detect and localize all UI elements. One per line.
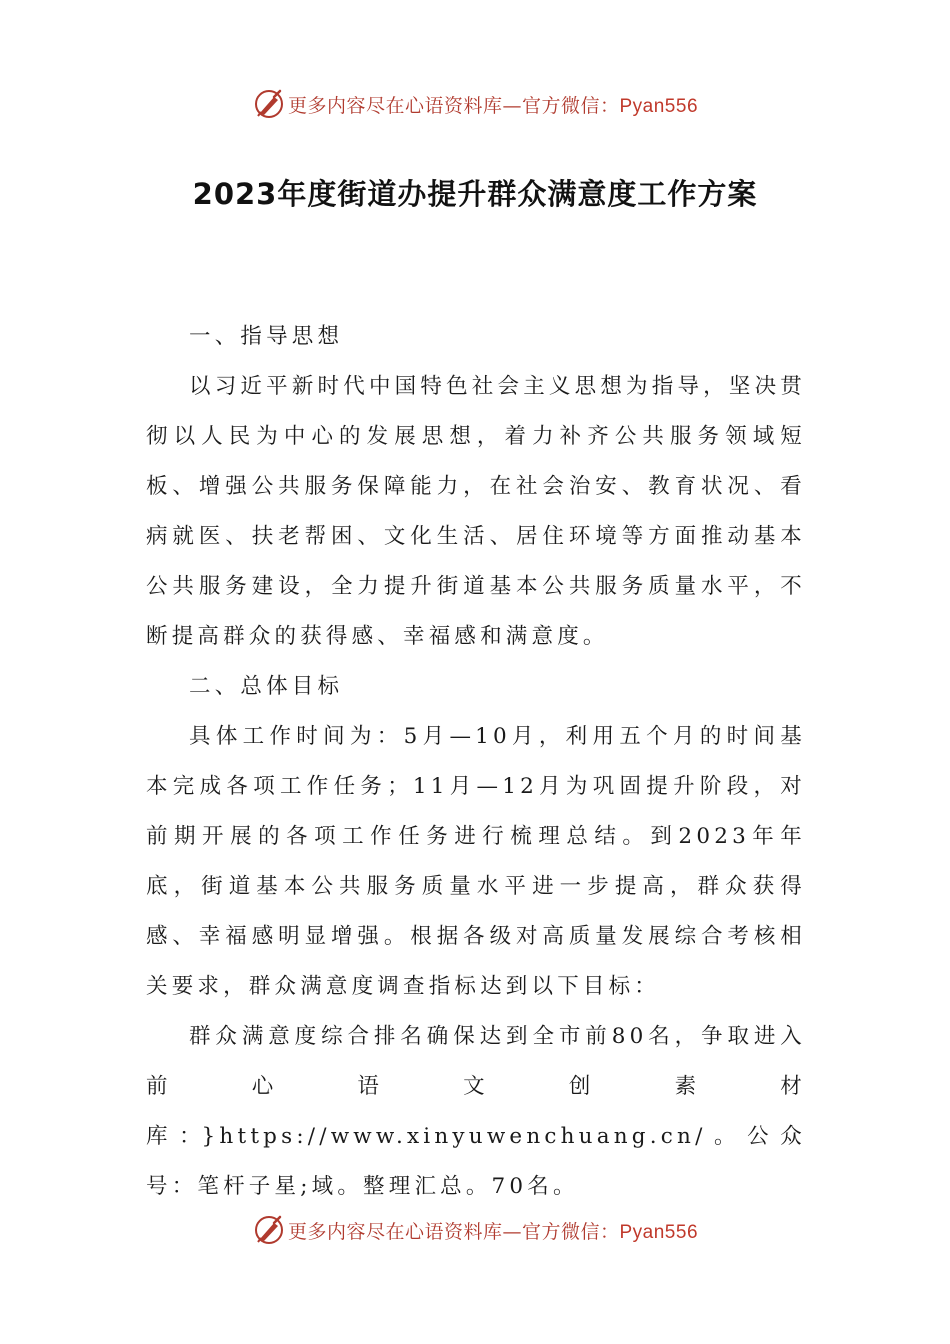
section-heading: 一、指导思想: [189, 324, 344, 349]
paragraph: 群众满意度综合排名确保达到全市前80名，争取进入前心语文创素材库：}https://www.xinyuwenchuang.cn/。公众号：笔杆子星;域。整理汇总。70名。: [146, 1024, 806, 1199]
pen-nib-logo-icon: [252, 87, 286, 121]
footer-wechat-id: Pyan556: [619, 1221, 699, 1243]
footer-banner-text: 更多内容尽在心语资料库—官方微信：Pyan556: [287, 1220, 699, 1243]
footer-banner: [0, 1210, 950, 1250]
paragraph: 具体工作时间为：5月—10月，利用五个月的时间基本完成各项工作任务；11月—12月为巩固提升阶段，对前期开展的各项工作任务进行梳理总结。到2023年年底，街道基本公共服务质量水平进一步提高，群众获得感、幸福感明显增强。根据各级对高质量发展综合考核相关要求，群众满意度调查指标达到以下目标：: [146, 724, 806, 999]
document-body: [146, 312, 806, 1212]
pen-nib-logo-icon: [252, 1213, 286, 1247]
header-banner-text: 更多内容尽在心语资料库—官方微信：Pyan556: [287, 94, 699, 117]
paragraph: 以习近平新时代中国特色社会主义思想为指导，坚决贯彻以人民为中心的发展思想，着力补齐公共服务领域短板、增强公共服务保障能力，在社会治安、教育状况、看病就医、扶老帮困、文化生活、居住环境等方面推动基本公共服务建设，全力提升街道基本公共服务质量水平，不断提高群众的获得感、幸福感和满意度。: [146, 374, 806, 649]
document-title: 2023年度街道办提升群众满意度工作方案: [192, 177, 758, 211]
header-banner: [0, 84, 950, 124]
header-wechat-id: Pyan556: [619, 95, 699, 117]
section-heading: 二、总体目标: [189, 674, 344, 699]
